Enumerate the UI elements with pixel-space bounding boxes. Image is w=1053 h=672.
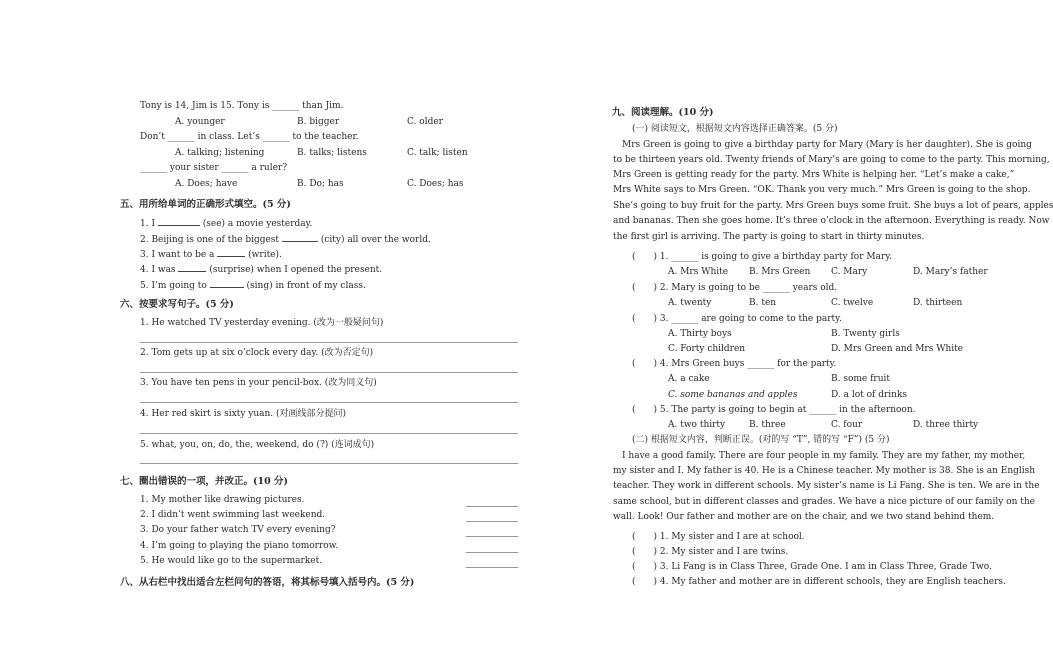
reading-a-q5: ( ) 5. The party is going to begin at ______ in the afternoon. [632, 405, 916, 415]
passage-b-line: same school, but in different classes and grades. We have a nice picture of our family on the [613, 497, 1035, 507]
q1-option-b: B. Mrs Green [749, 267, 811, 277]
reading-a-q2: ( ) 2. Mary is going to be ______ years old. [632, 283, 838, 293]
q3-option-c: C. Forty children [668, 344, 746, 354]
q4-option-d: D. a lot of drinks [831, 390, 908, 400]
reading-b-q1: ( ) 1. My sister and I are at school. [632, 532, 805, 542]
q4-option-b: B. some fruit [831, 374, 891, 384]
section-5-title: 五、用所给单词的正确形式填空。(5 分) [120, 199, 291, 210]
q1-option-c: C. Mary [831, 267, 868, 277]
s6-item-2: 2. Tom gets up at six o’clock every day. (改为否定句) [140, 348, 374, 358]
mcq-8-option-c: C. older [407, 117, 443, 127]
mcq-10-question: ______ your sister ______ a ruler? [140, 163, 288, 173]
q4-option-c: C. some bananas and apples [668, 390, 798, 400]
mcq-9-question: Don’t ______ in class. Let’s ______ to the teacher. [140, 132, 359, 142]
reading-b-q4: ( ) 4. My father and mother are in different schools, they are English teachers. [632, 577, 1006, 587]
s6-item-1: 1. He watched TV yesterday evening. (改为一般疑问句) [140, 318, 384, 328]
q4-option-a: A. a cake [668, 374, 710, 384]
section-8-title: 八、从右栏中找出适合左栏问句的答语，将其标号填入括号内。(5 分) [120, 577, 415, 588]
s5-item-1: 1. I (see) a movie yesterday. [140, 219, 313, 229]
mcq-8-option-a: A. younger [175, 117, 225, 127]
correction-line [466, 552, 518, 553]
s7-item-5: 5. He would like go to the supermarket. [140, 556, 323, 566]
passage-b-line: wall. Look! Our father and mother are on the chair, and we two stand behind them. [613, 512, 995, 522]
reading-b-q3: ( ) 3. Li Fang is in Class Three, Grade One. I am in Class Three, Grade Two. [632, 562, 992, 572]
s7-item-4: 4. I’m going to playing the piano tomorrow. [140, 541, 339, 551]
q2-option-c: C. twelve [831, 298, 874, 308]
q2-option-a: A. twenty [668, 298, 712, 308]
section-6-title: 六、按要求写句子。(5 分) [120, 299, 234, 310]
reading-a-q1: ( ) 1. ______ is going to give a birthday party for Mary. [632, 252, 893, 262]
s7-item-2: 2. I didn’t went swimming last weekend. [140, 510, 326, 520]
passage-a-line: Mrs Green is going to give a birthday party for Mary (Mary is her daughter). She is going [613, 140, 1032, 150]
q5-option-c: C. four [831, 420, 863, 430]
mcq-8-question: Tony is 14, Jim is 15. Tony is ______ than Jim. [140, 101, 344, 111]
answer-line [140, 402, 518, 403]
mcq-10-option-b: B. Do; has [297, 179, 344, 189]
right-page [560, 0, 1053, 672]
answer-line [140, 372, 518, 373]
mcq-9-option-a: A. talking; listening [175, 148, 265, 158]
s5-item-5: 5. I’m going to (sing) in front of my class. [140, 281, 366, 291]
q5-option-a: A. two thirty [668, 420, 726, 430]
mcq-10-option-a: A. Does; have [175, 179, 238, 189]
q2-option-b: B. ten [749, 298, 777, 308]
correction-line [466, 567, 518, 568]
answer-line [140, 342, 518, 343]
passage-a-line: Mrs White says to Mrs Green. “OK. Thank you very much.” Mrs Green is going to the shop. [613, 185, 1031, 195]
answer-line [140, 463, 518, 464]
mcq-9-option-b: B. talks; listens [297, 148, 367, 158]
mcq-9-option-c: C. talk; listen [407, 148, 468, 158]
passage-a-line: to be thirteen years old. Twenty friends of Mary’s are going to come to the party. This morning, [613, 155, 1050, 165]
q2-option-d: D. thirteen [913, 298, 963, 308]
s6-item-5: 5. what, you, on, do, the, weekend, do (?) (连词成句) [140, 440, 375, 450]
passage-a-line: the first girl is arriving. The party is going to start in thirty minutes. [613, 232, 925, 242]
s7-item-3: 3. Do your father watch TV every evening? [140, 525, 336, 535]
q3-option-a: A. Thirty boys [668, 329, 732, 339]
passage-b-line: I have a good family. There are four people in my family. They are my father, my mother, [613, 451, 1026, 461]
correction-line [466, 536, 518, 537]
section-7-title: 七、圈出错误的一项，并改正。(10 分) [120, 476, 289, 487]
mcq-10-option-c: C. Does; has [407, 179, 464, 189]
correction-line [466, 506, 518, 507]
passage-a-line: and bananas. Then she goes home. It’s three o’clock in the afternoon. Everything is ready. Now [613, 216, 1050, 226]
s6-item-3: 3. You have ten pens in your pencil-box. (改为同义句) [140, 378, 377, 388]
q1-option-a: A. Mrs White [668, 267, 729, 277]
q3-option-d: D. Mrs Green and Mrs White [831, 344, 964, 354]
correction-line [466, 521, 518, 522]
s6-item-4: 4. Her red skirt is sixty yuan. (对画线部分提问) [140, 409, 347, 419]
mcq-8-option-b: B. bigger [297, 117, 340, 127]
answer-line [140, 433, 518, 434]
q5-option-d: D. three thirty [913, 420, 979, 430]
reading-a-q3: ( ) 3. ______ are going to come to the party. [632, 314, 842, 324]
passage-b-line: teacher. They work in different schools. My sister’s name is Li Fang. She is ten. We are in the [613, 481, 1040, 491]
s5-item-4: 4. I was (surprise) when I opened the present. [140, 265, 383, 275]
part-a-instruction: (一) 阅读短文，根据短文内容选择正确答案。(5 分) [632, 124, 838, 134]
part-b-instruction: (二) 根据短文内容，判断正误。(对的写 “T”, 错的写 “F”) (5 分) [632, 435, 890, 445]
passage-a-line: She’s going to buy fruit for the party. Mrs Green buys some fruit. She buys a lot of pears, apples [613, 201, 1053, 211]
section-9-title: 九、阅读理解。(10 分) [612, 107, 714, 118]
s5-item-2: 2. Beijing is one of the biggest (city) all over the world. [140, 235, 431, 245]
passage-a-line: Mrs Green is getting ready for the party. Mrs White is helping her. “Let’s make a cake,” [613, 170, 1015, 180]
s5-item-3: 3. I want to be a (write). [140, 250, 282, 260]
passage-b-line: my sister and I. My father is 40. He is a Chinese teacher. My mother is 38. She is an English [613, 466, 1036, 476]
s7-item-1: 1. My mother like drawing pictures. [140, 495, 305, 505]
reading-a-q4: ( ) 4. Mrs Green buys ______ for the party. [632, 359, 837, 369]
q3-option-b: B. Twenty girls [831, 329, 900, 339]
q5-option-b: B. three [749, 420, 786, 430]
q1-option-d: D. Mary’s father [913, 267, 988, 277]
reading-b-q2: ( ) 2. My sister and I are twins. [632, 547, 789, 557]
